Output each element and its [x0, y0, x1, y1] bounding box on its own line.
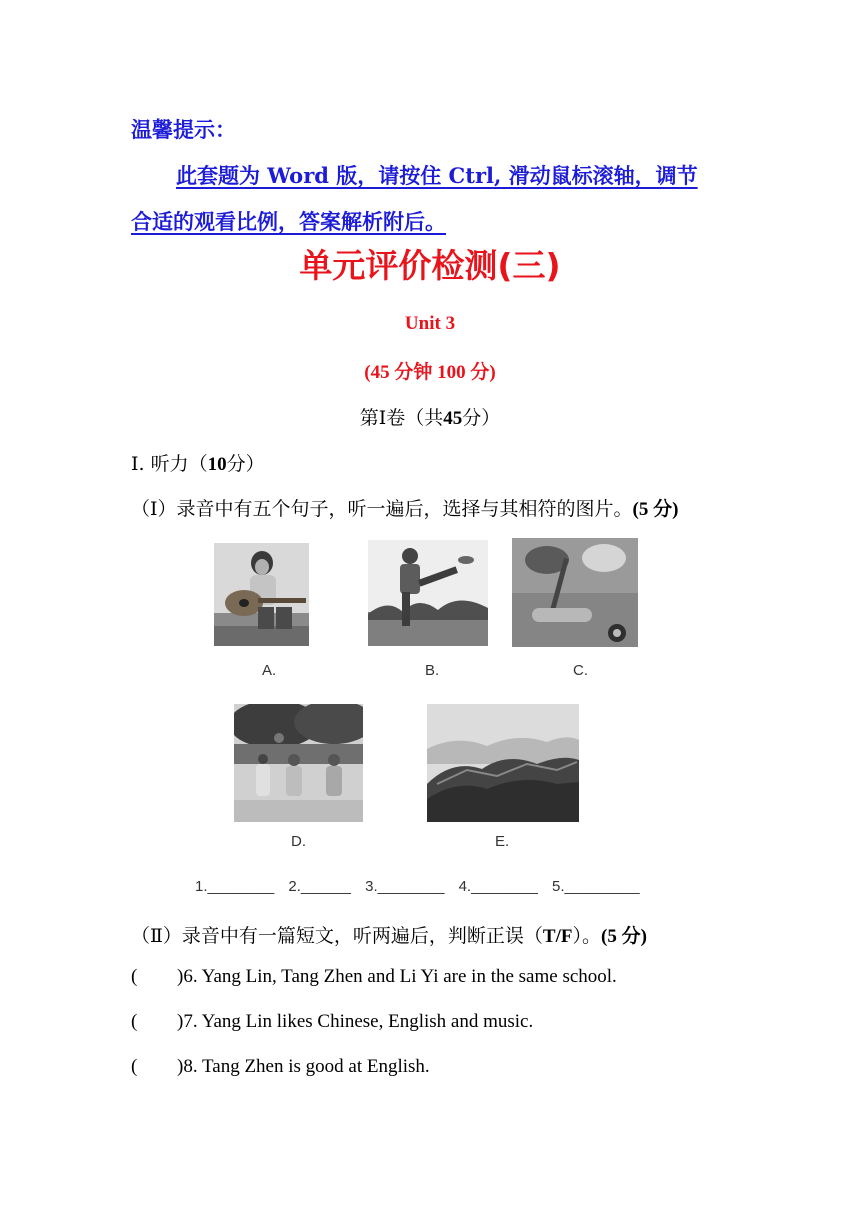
part2-instruction: [131, 921, 647, 948]
tip-line-1: 此套题为 Word 版，请按住 Ctrl, 滑动鼠标滚轴，调节: [176, 163, 698, 188]
answer-blank-4[interactable]: 4.________: [458, 878, 538, 895]
volume-number: 45: [443, 408, 463, 429]
picture-options-figure: [183, 530, 676, 900]
caption-e: E.: [495, 833, 510, 850]
answer-blank-5[interactable]: 5._________: [552, 878, 640, 895]
answer-paren-8[interactable]: (: [131, 1056, 138, 1077]
part2-text: （Ⅱ）录音中有一篇短文，听两遍后，判断正误（: [131, 925, 543, 947]
answer-blanks: [195, 878, 650, 895]
part1-instruction: [131, 494, 678, 521]
question-8-text: )8. Tang Zhen is good at English.: [177, 1056, 430, 1077]
section-score: 10: [207, 454, 227, 475]
section-listening-heading: [131, 449, 265, 476]
question-7: [131, 1011, 533, 1033]
answer-blank-3[interactable]: 3.________: [365, 878, 445, 895]
photo-c-tools: [512, 538, 638, 647]
caption-a: A.: [262, 662, 277, 679]
part2-tf: T/F: [542, 926, 573, 947]
unit-label: Unit 3: [404, 313, 456, 334]
tip-line-2: 合适的观看比例，答案解析附后。: [131, 209, 446, 234]
section-prefix: Ⅰ. 听力（: [131, 453, 208, 475]
answer-paren-6[interactable]: (: [131, 966, 138, 987]
question-8: [131, 1056, 430, 1078]
photo-a-guitar: [214, 543, 309, 646]
photo-b-kicking: [368, 540, 488, 646]
caption-c: C.: [573, 662, 588, 679]
section-suffix: 分）: [226, 453, 265, 475]
question-6: [131, 966, 617, 988]
answer-blank-1[interactable]: 1.________: [195, 878, 275, 895]
tip-title: 温馨提示：: [131, 117, 236, 142]
volume-prefix: 第Ⅰ卷（共: [359, 407, 444, 429]
part2-mid: ）。: [572, 925, 601, 947]
part1-score: (5 分): [632, 499, 679, 520]
answer-paren-7[interactable]: (: [131, 1011, 138, 1032]
question-7-text: )7. Yang Lin likes Chinese, English and music.: [177, 1011, 534, 1032]
answer-blank-2[interactable]: 2.______: [288, 878, 351, 895]
caption-d: D.: [291, 833, 306, 850]
photo-d-kids-playing: [234, 704, 363, 822]
page-title: 单元评价检测(三): [299, 246, 561, 285]
part2-score: (5 分): [601, 926, 647, 947]
photo-e-great-wall: [427, 704, 579, 822]
volume-suffix: 分）: [462, 407, 501, 429]
caption-b: B.: [425, 662, 440, 679]
time-score-label: (45 分钟 100 分): [364, 362, 496, 383]
question-6-text: )6. Yang Lin, Tang Zhen and Li Yi are in the same school.: [177, 966, 617, 987]
volume-heading: [0, 403, 860, 430]
part1-text: （Ⅰ）录音中有五个句子，听一遍后，选择与其相符的图片。: [131, 498, 633, 520]
